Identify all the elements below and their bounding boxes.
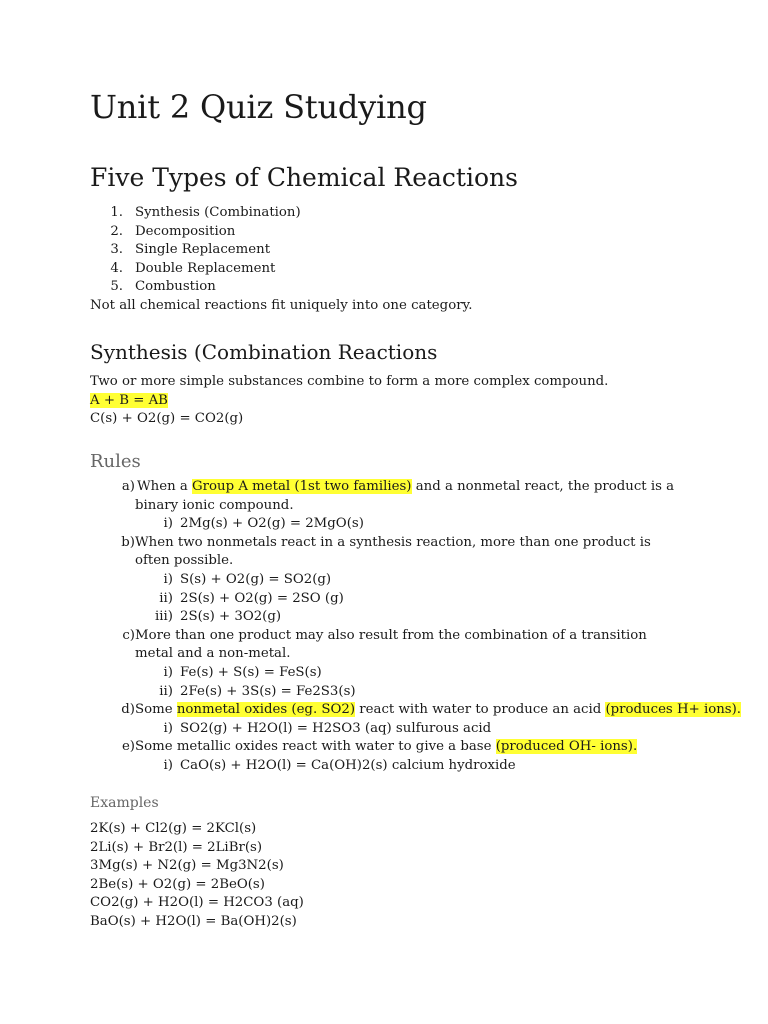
rule-d-example: i) SO2(g) + H2O(l) = H2SO3 (aq) sulfurous acid: [163, 720, 492, 736]
highlight-nonmetal-oxides: nonmetal oxides (eg. SO2): [176, 702, 356, 718]
section-heading-synthesis: Synthesis (Combination Reactions: [90, 340, 438, 364]
rule-a: a) When a Group A metal (1st two families) and a nonmetal react, the product is a binary ionic compound.: [121, 479, 675, 513]
category-note: Not all chemical reactions fit uniquely into one category.: [90, 297, 473, 313]
rule-c: c) More than one product may also result from the combination of a transition metal and a non-metal.: [122, 627, 647, 662]
reaction-types-list: [90, 204, 473, 316]
rule-b: b) When two nonmetals react in a synthesis reaction, more than one product is often possible.: [121, 534, 651, 569]
example-equation: 3Mg(s) + N2(g) = Mg3N2(s): [90, 858, 284, 874]
example-equation: 2K(s) + Cl2(g) = 2KCl(s): [90, 821, 257, 836]
list-item: 2. Decomposition: [110, 223, 236, 239]
example-equation: 2Li(s) + Br2(l) = 2LiBr(s): [90, 839, 263, 855]
examples-list: [90, 820, 304, 932]
general-formula: A + B = AB: [90, 392, 168, 408]
highlight-h-ions: (produces H+ ions).: [605, 702, 742, 718]
rule-d: d) Some nonmetal oxides (eg. SO2) react with water to produce an acid (produces H+ ions).: [121, 702, 742, 718]
rule-b-example: ii) 2S(s) + O2(g) = 2SO (g): [159, 590, 344, 606]
rule-b-example: iii) 2S(s) + 3O2(g): [155, 609, 282, 625]
rule-e: e) Some metallic oxides react with water to give a base (produced OH- ions).: [121, 739, 638, 755]
list-item: 1. Synthesis (Combination): [110, 205, 301, 220]
synthesis-intro: Two or more simple substances combine to form a more complex compound.: [90, 374, 609, 389]
example-equation: 2Be(s) + O2(g) = 2BeO(s): [90, 876, 265, 892]
example-formula: C(s) + O2(g) = CO2(g): [90, 411, 244, 427]
highlight-oh-ions: (produced OH- ions).: [495, 739, 638, 755]
rule-b-example: i) S(s) + O2(g) = SO2(g): [163, 571, 332, 587]
example-equation: BaO(s) + H2O(l) = Ba(OH)2(s): [90, 913, 297, 929]
rules-list: [90, 478, 742, 776]
examples-heading: Examples: [90, 795, 159, 811]
section-heading-five-types: Five Types of Chemical Reactions: [90, 163, 518, 192]
list-item: 5. Combustion: [110, 279, 216, 295]
rule-e-example: i) CaO(s) + H2O(l) = Ca(OH)2(s) calcium hydroxide: [163, 757, 516, 773]
rule-c-example: ii) 2Fe(s) + 3S(s) = Fe2S3(s): [159, 683, 356, 699]
highlight-group-a-metal: Group A metal (1st two families): [192, 479, 412, 494]
rule-a-example: i) 2Mg(s) + O2(g) = 2MgO(s): [163, 516, 364, 532]
list-item: 4. Double Replacement: [110, 260, 276, 276]
rule-c-example: i) Fe(s) + S(s) = FeS(s): [163, 664, 322, 680]
rules-heading: Rules: [90, 451, 141, 472]
example-equation: CO2(g) + H2O(l) = H2CO3 (aq): [90, 895, 304, 911]
list-item: 3. Single Replacement: [110, 242, 271, 258]
synthesis-intro-block: [90, 373, 608, 429]
page-title: Unit 2 Quiz Studying: [90, 88, 427, 126]
